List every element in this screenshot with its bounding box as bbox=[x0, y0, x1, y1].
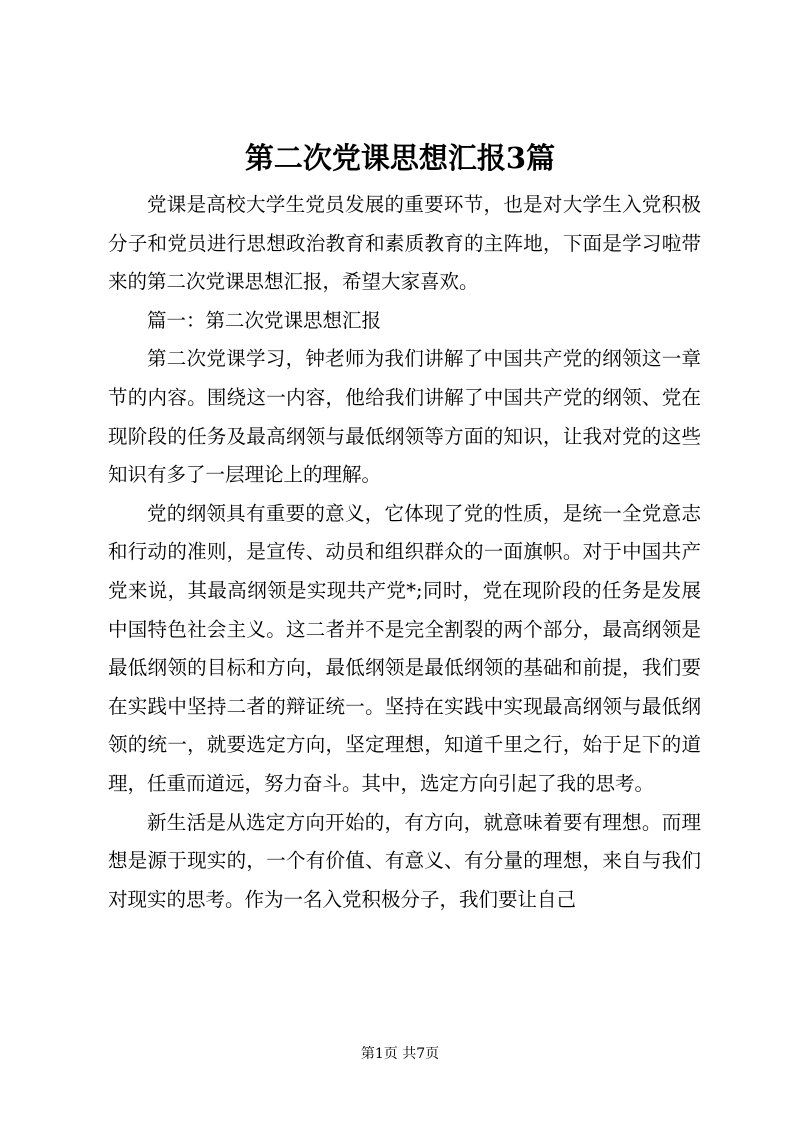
page-number: 第1页 共7页 bbox=[360, 1046, 440, 1062]
section-heading: 篇一：第二次党课思想汇报 bbox=[147, 308, 382, 332]
paragraph-intro: 党课是高校大学生党员发展的重要环节，也是对大学生入党积极分子和党员进行思想政治教育和素质教育的主阵地，下面是学习啦带来的第二次党课思想汇报，希望大家喜欢。 bbox=[108, 193, 701, 294]
paragraph-body: 新生活是从选定方向开始的，有方向，就意味着要有理想。而理想是源于现实的，一个有价值、有意义、有分量的理想，来自与我们对现实的思考。作为一名入党积极分子，我们要让自己 bbox=[108, 810, 701, 911]
document-body bbox=[108, 186, 701, 919]
document-title: 第二次党课思想汇报3篇 bbox=[244, 141, 556, 175]
paragraph-body: 党的纲领具有重要的意义，它体现了党的性质，是统一全党意志和行动的准则，是宣传、动员和组织群众的一面旗帜。对于中国共产党来说，其最高纲领是实现共产党*;同时，党在现阶段的任务是发展中国特色社会主义。这二者并不是完全割裂的两个部分，最高纲领是最低纲领的目标和方向，最低纲领是最低纲领的基础和前提，我们要在实践中坚持二者的辩证统一。坚持在实践中实现最高纲领与最低纲领的统一，就要选定方向，坚定理想，知道千里之行，始于足下的道理，任重而道远，努力奋斗。其中，选定方向引起了我的思考。 bbox=[108, 501, 701, 795]
paragraph-body: 第二次党课学习，钟老师为我们讲解了中国共产党的纲领这一章节的内容。围绕这一内容，他给我们讲解了中国共产党的纲领、党在现阶段的任务及最高纲领与最低纲领等方面的知识，让我对党的这些知识有多了一层理论上的理解。 bbox=[108, 347, 701, 487]
